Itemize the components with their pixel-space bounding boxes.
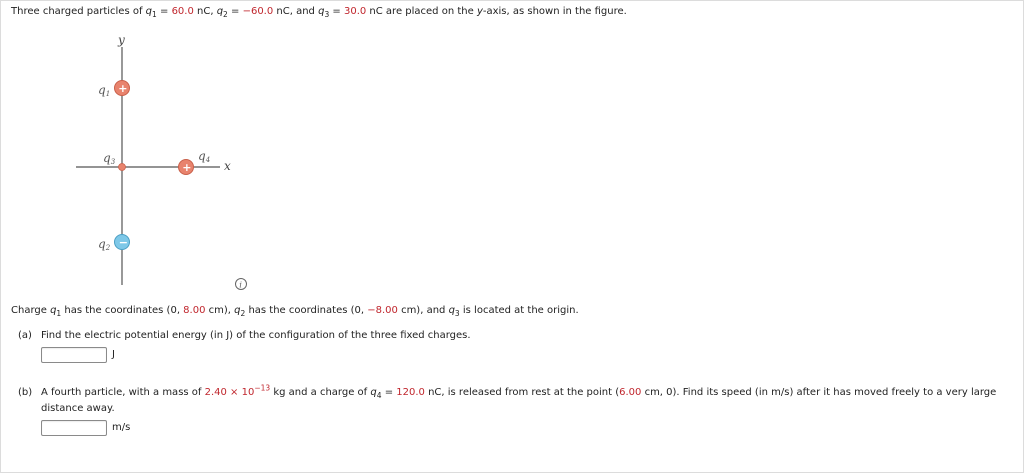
part-a-answer-input[interactable] [41,347,107,363]
mass-value: $2.40 \times 10^{-13}$ [204,383,271,398]
q4-value: 120.0 [396,387,425,398]
q1-label: q1 [98,83,111,98]
svg-text:+: + [182,161,192,174]
q1-value: 60.0 [171,6,194,17]
coordinates-text: Charge $q_1$ has the coordinates (0, 8.00 cm), $q_2$ has the coordinates (0, −8.00 cm), and $q_3$ is located at the origin. [11,305,579,318]
part-a-label: (a) [18,330,32,341]
part-b-label: (b) [18,387,33,398]
charge-q3 [119,164,126,171]
q2-label: q2 [98,237,111,252]
q1-y-coordinate: 8.00 [183,305,206,316]
charge-q4 [179,160,194,175]
q3-label: q3 [103,151,116,166]
part-a-question: Find the electric potential energy (in J) of the configuration of the three fixed charges. [41,330,471,341]
info-icon[interactable] [236,279,247,291]
svg-text:i: i [239,280,242,291]
charge-q1 [115,81,130,96]
q2-value: −60.0 [242,6,274,17]
part-a-unit: J [112,349,115,360]
intro-text: Three charged particles of $q_1 = 60.0$ nC, $q_2 = -60.0$ nC, and $q_3 = 30.0$ nC are placed on the y-axis, as shown in the figure. [11,6,627,19]
part-b-answer-input[interactable] [41,420,107,436]
charge-q2 [115,235,130,250]
charge-figure [0,0,300,300]
part-b-question: A fourth particle, with a mass of $2.40 \times 10^{-13}$ kg and a charge of $q_4 = 120.0$ nC, is released from rest at the point (6.00 cm, 0). Find its speed (in m/s) after it has moved freely to a very large [41,383,997,400]
x-axis-label: x [224,159,231,173]
x-position-value: 6.00 [619,387,642,398]
part-b-unit: m/s [112,422,131,433]
svg-text:−: − [118,236,129,249]
q4-label: q4 [198,149,211,164]
q3-value: 30.0 [343,6,367,17]
q2-y-coordinate: −8.00 [367,305,398,316]
svg-text:+: + [118,82,128,95]
y-axis-label: y [118,33,125,47]
part-b-question-line2: distance away. [41,403,115,414]
